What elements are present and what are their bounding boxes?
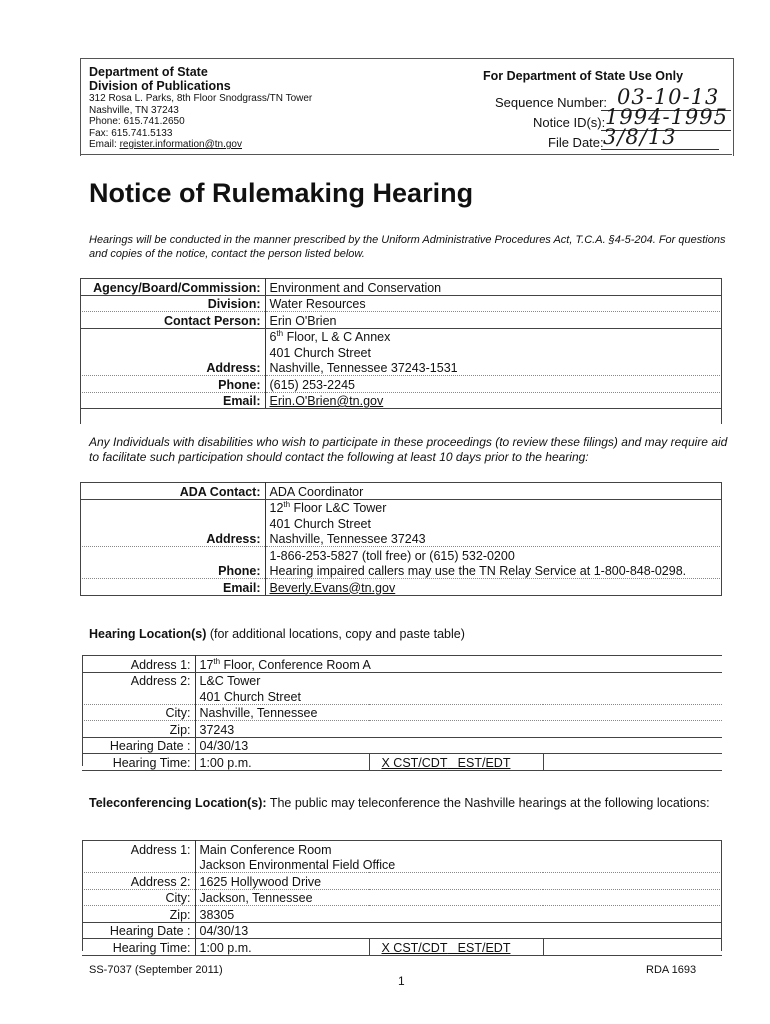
office-use-title: For Department of State Use Only: [483, 69, 684, 83]
tele-city-row: [82, 889, 722, 906]
hearing-date-row: [82, 737, 722, 754]
division-value: Water Resources: [265, 295, 722, 312]
hearing-date-label: Hearing Date :: [82, 737, 195, 754]
ada-address-line3: Nashville, Tennessee 37243: [265, 531, 722, 547]
department-email-row: [89, 139, 312, 151]
department-block: [89, 65, 312, 151]
contact-person-label: Contact Person:: [80, 312, 265, 329]
notice-id-label: Notice ID(s):: [533, 115, 606, 130]
department-address-line2: Nashville, TN 37243: [89, 104, 179, 116]
ada-address-row-2: [80, 515, 722, 531]
header-bottom-rule: [80, 154, 732, 155]
file-date-line: [601, 149, 719, 150]
agency-label: Agency/Board/Commission:: [80, 279, 265, 296]
tele-address1b-value: Jackson Environmental Field Office: [195, 857, 722, 873]
agency-table-left-edge: [80, 278, 81, 424]
page-title: Notice of Rulemaking Hearing: [89, 178, 474, 208]
file-date-value: 3/8/13: [603, 125, 677, 149]
ada-address-line1: 12th Floor L&C Tower: [269, 499, 387, 515]
hearing-city-row: [82, 704, 722, 721]
ada-table-right-edge: [721, 482, 722, 596]
tele-est-option: EST/EDT: [447, 940, 511, 955]
hearing-city-label: City:: [82, 704, 195, 721]
division-label: Division:: [80, 295, 265, 312]
tele-address2-value: 1625 Hollywood Drive: [195, 873, 722, 890]
tele-address1-label: Address 1:: [82, 841, 195, 857]
hearing-zip-row: [82, 721, 722, 738]
hearing-zip-value: 37243: [195, 721, 722, 738]
ada-address-row-3: [80, 531, 722, 547]
hearing-time-row: [82, 754, 722, 771]
agency-row: [80, 279, 722, 296]
department-phone: Phone: 615.741.2650: [89, 116, 185, 127]
ada-address-row-1: [80, 499, 722, 515]
sequence-number-label: Sequence Number:: [495, 95, 608, 110]
tele-time-label: Hearing Time:: [82, 939, 195, 956]
agency-table: [80, 278, 722, 409]
tele-cst-option: X CST/CDT: [381, 940, 448, 955]
tele-address2-row: [82, 873, 722, 890]
tele-date-row: [82, 922, 722, 939]
file-date-label: File Date:: [548, 135, 604, 150]
hearing-table-left-edge: [82, 655, 83, 766]
agency-email-link[interactable]: Erin.O'Brien@tn.gov: [265, 392, 722, 409]
department-name: Department of State: [89, 65, 208, 79]
hearing-time-label: Hearing Time:: [82, 754, 195, 771]
agency-email-row: [80, 392, 722, 409]
tele-address1-row: [82, 841, 722, 857]
hearing-timezone-cell: [369, 754, 543, 771]
department-email-link[interactable]: register.information@tn.gov: [119, 139, 242, 150]
tele-time-row: [82, 939, 722, 956]
rda-number: RDA 1693: [646, 964, 697, 976]
ada-address-label: Address:: [80, 531, 265, 547]
ada-phone-line2: Hearing impaired callers may use the TN Relay Service at 1-800-848-0298.: [265, 563, 722, 579]
agency-phone-row: [80, 376, 722, 393]
agency-table-right-edge: [721, 278, 722, 424]
department-email-label: Email:: [89, 139, 120, 150]
ada-email-row: [80, 579, 722, 596]
hearing-location-heading: Hearing Location(s) (for additional locations, copy and paste table): [89, 627, 465, 641]
tele-city-value: Jackson, Tennessee: [195, 889, 722, 906]
agency-email-label: Email:: [80, 392, 265, 409]
ada-contact-row: [80, 483, 722, 500]
hearing-time-value: 1:00 p.m.: [195, 754, 369, 771]
department-address-line1: 312 Rosa L. Parks, 8th Floor Snodgrass/TN Tower: [89, 93, 313, 104]
hearing-city-value: Nashville, Tennessee: [195, 704, 722, 721]
division-row: [80, 295, 722, 312]
division-name: Division of Publications: [89, 79, 231, 93]
hearing-date-value: 04/30/13: [195, 737, 722, 754]
tele-address1-value: Main Conference Room: [195, 841, 722, 857]
hearing-address2-label: Address 2:: [82, 672, 195, 688]
agency-address-label: Address:: [80, 360, 265, 376]
hearing-location-table: [82, 655, 722, 771]
hearing-address1-row: [82, 656, 722, 673]
ada-email-label: Email:: [80, 579, 265, 596]
tele-zip-value: 38305: [195, 906, 722, 923]
agency-phone-label: Phone:: [80, 376, 265, 393]
agency-address-row-3: [80, 360, 722, 376]
ada-address-line2: 401 Church Street: [269, 516, 371, 531]
tele-zip-row: [82, 906, 722, 923]
tele-time-value: 1:00 p.m.: [195, 939, 369, 956]
ada-email-link[interactable]: Beverly.Evans@tn.gov: [265, 579, 722, 596]
agency-value: Environment and Conservation: [265, 279, 722, 296]
tele-table-left-edge: [82, 840, 83, 951]
hearing-address2-row: [82, 672, 722, 688]
agency-address-line2: 401 Church Street: [269, 345, 371, 360]
hearing-address2-value: L&C Tower: [199, 674, 261, 688]
contact-person-row: [80, 312, 722, 329]
agency-address-line1: 6th Floor, L & C Annex: [269, 328, 391, 344]
hearing-address1-label: Address 1:: [82, 656, 195, 673]
header-box: [80, 58, 734, 156]
department-fax: Fax: 615.741.5133: [89, 127, 173, 139]
hearing-address3-row: [82, 688, 722, 704]
tele-date-value: 04/30/13: [195, 922, 722, 939]
tele-address2-label: Address 2:: [82, 873, 195, 890]
ada-table: [80, 482, 722, 596]
ada-phone-line1: 1-866-253-5827 (toll free) or (615) 532-0200: [269, 548, 515, 563]
teleconference-heading: Teleconferencing Location(s): The public may teleconference the Nashville hearings at the following locations:: [89, 796, 710, 810]
ada-contact-value: ADA Coordinator: [265, 483, 722, 500]
tele-address1b-row: [82, 857, 722, 873]
ada-table-left-edge: [80, 482, 81, 596]
ada-intro-text: Any Individuals with disabilities who wish to participate in these proceedings (to review these filings) and may require aid to facilitate such participation should contact the following at least 10 days prior to the hearing:: [89, 435, 728, 464]
hearing-address3-value: 401 Church Street: [195, 688, 722, 704]
agency-phone-value: (615) 253-2245: [265, 376, 722, 393]
tele-zip-label: Zip:: [82, 906, 195, 923]
notice-id-value: 1994-1995: [605, 105, 728, 129]
tele-city-label: City:: [82, 889, 195, 906]
sequence-number-value: 03-10-13: [617, 85, 720, 109]
ada-phone-label: Phone:: [80, 563, 265, 579]
agency-address-row-2: [80, 344, 722, 360]
form-id: SS-7037 (September 2011): [89, 964, 223, 976]
intro-text: Hearings will be conducted in the manner prescribed by the Uniform Administrative Procedures Act, T.C.A. §4-5-204. For questions and copies of the notice, contact the person listed below.: [89, 234, 726, 260]
page-number: 1: [398, 974, 405, 988]
hearing-address1-value: 17th Floor, Conference Room A: [195, 656, 722, 673]
tele-timezone-cell: [369, 939, 543, 956]
agency-address-row-1: [80, 328, 722, 344]
hearing-zip-label: Zip:: [82, 721, 195, 738]
teleconference-table: [82, 840, 722, 956]
hearing-cst-option: X CST/CDT: [381, 755, 448, 770]
ada-phone-row-2: [80, 563, 722, 579]
tele-table-right-edge: [721, 840, 722, 951]
ada-phone-row-1: [80, 547, 722, 563]
agency-address-line3: Nashville, Tennessee 37243-1531: [265, 360, 722, 376]
tele-date-label: Hearing Date :: [82, 922, 195, 939]
ada-contact-label: ADA Contact:: [80, 483, 265, 500]
hearing-est-option: EST/EDT: [447, 755, 511, 770]
contact-person-value: Erin O'Brien: [265, 312, 722, 329]
